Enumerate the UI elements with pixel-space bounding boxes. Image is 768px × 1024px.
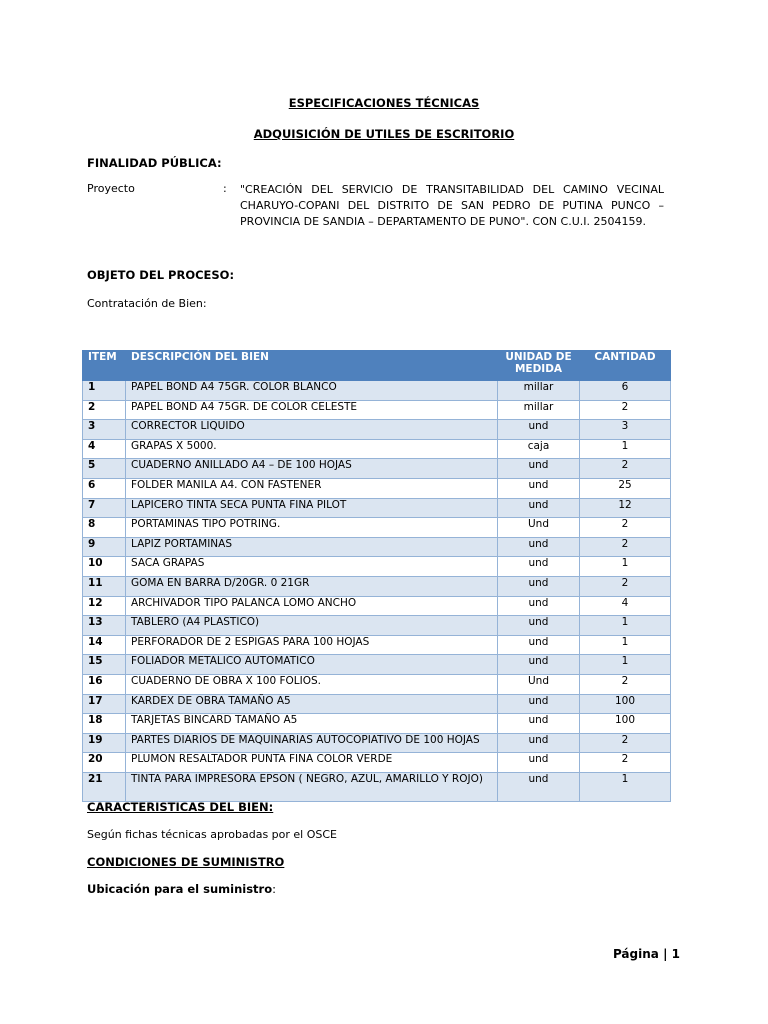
cell-descripcion: PAPEL BOND A4 75GR. COLOR BLANCO <box>126 381 498 401</box>
table-row <box>83 576 671 596</box>
footer-label: Página <box>612 947 659 961</box>
cell-descripcion: CUADERNO DE OBRA X 100 FOLIOS. <box>126 674 498 694</box>
cell-cantidad: 12 <box>580 498 671 518</box>
table-row <box>83 478 671 498</box>
table-row <box>83 381 671 401</box>
cell-descripcion: FOLIADOR METALICO AUTOMATICO <box>126 655 498 675</box>
cell-unidad: und <box>498 694 580 714</box>
cell-unidad: und <box>498 596 580 616</box>
table-row <box>83 596 671 616</box>
cell-cantidad: 2 <box>580 459 671 479</box>
cell-unidad: und <box>498 478 580 498</box>
cell-item: 1 <box>83 381 126 401</box>
cell-descripcion: ARCHIVADOR TIPO PALANCA LOMO ANCHO <box>126 596 498 616</box>
cell-cantidad: 100 <box>580 694 671 714</box>
cell-item: 16 <box>83 674 126 694</box>
cell-descripcion: LAPICERO TINTA SECA PUNTA FINA PILOT <box>126 498 498 518</box>
cell-unidad: und <box>498 537 580 557</box>
footer-separator: | <box>663 947 668 961</box>
cell-item: 10 <box>83 557 126 577</box>
cell-descripcion: KARDEX DE OBRA TAMAÑO A5 <box>126 694 498 714</box>
objeto-heading: OBJETO DEL PROCESO: <box>87 268 235 282</box>
table-row <box>83 733 671 753</box>
document-subtitle: ADQUISICIÓN DE UTILES DE ESCRITORIO <box>253 127 515 141</box>
ubicacion-colon: : <box>272 882 276 896</box>
footer-page-number: 1 <box>671 947 680 961</box>
table-row <box>83 753 671 773</box>
header-descripcion: DESCRIPCIÓN DEL BIEN <box>126 351 498 381</box>
cell-item: 8 <box>83 518 126 538</box>
cell-descripcion: PARTES DIARIOS DE MAQUINARIAS AUTOCOPIATIVO DE 100 HOJAS <box>126 733 498 753</box>
cell-cantidad: 100 <box>580 714 671 734</box>
cell-cantidad: 25 <box>580 478 671 498</box>
cell-cantidad: 1 <box>580 772 671 801</box>
cell-item: 9 <box>83 537 126 557</box>
cell-descripcion: CORRECTOR LIQUIDO <box>126 420 498 440</box>
cell-cantidad: 1 <box>580 439 671 459</box>
table-row <box>83 655 671 675</box>
cell-item: 6 <box>83 478 126 498</box>
table-row <box>83 694 671 714</box>
cell-item: 13 <box>83 616 126 636</box>
cell-item: 3 <box>83 420 126 440</box>
condiciones-heading: CONDICIONES DE SUMINISTRO <box>87 855 285 869</box>
cell-cantidad: 2 <box>580 400 671 420</box>
cell-item: 5 <box>83 459 126 479</box>
cell-descripcion: PORTAMINAS TIPO POTRING. <box>126 518 498 538</box>
cell-unidad: und <box>498 576 580 596</box>
cell-item: 2 <box>83 400 126 420</box>
cell-descripcion: GRAPAS X 5000. <box>126 439 498 459</box>
cell-item: 17 <box>83 694 126 714</box>
table-row <box>83 400 671 420</box>
cell-unidad: und <box>498 616 580 636</box>
cell-unidad: und <box>498 753 580 773</box>
table-row <box>83 459 671 479</box>
table-row <box>83 557 671 577</box>
cell-item: 19 <box>83 733 126 753</box>
header-unidad: UNIDAD DE MEDIDA <box>498 351 580 381</box>
cell-cantidad: 2 <box>580 733 671 753</box>
cell-item: 11 <box>83 576 126 596</box>
cell-item: 7 <box>83 498 126 518</box>
cell-unidad: millar <box>498 400 580 420</box>
cell-cantidad: 2 <box>580 674 671 694</box>
caracteristicas-text: Según fichas técnicas aprobadas por el OSCE <box>87 828 337 841</box>
cell-item: 21 <box>83 772 126 801</box>
proyecto-colon: : <box>223 182 227 195</box>
cell-cantidad: 2 <box>580 537 671 557</box>
header-cantidad: CANTIDAD <box>580 351 671 381</box>
cell-unidad: und <box>498 714 580 734</box>
cell-unidad: und <box>498 655 580 675</box>
cell-descripcion: LAPIZ PORTAMINAS <box>126 537 498 557</box>
cell-unidad: und <box>498 459 580 479</box>
cell-cantidad: 1 <box>580 616 671 636</box>
table-row <box>83 772 671 801</box>
cell-item: 14 <box>83 635 126 655</box>
ubicacion-heading-text: Ubicación para el suministro <box>87 882 273 896</box>
cell-cantidad: 1 <box>580 655 671 675</box>
cell-unidad: Und <box>498 674 580 694</box>
cell-unidad: und <box>498 772 580 801</box>
cell-unidad: millar <box>498 381 580 401</box>
cell-descripcion: GOMA EN BARRA D/20GR. 0 21GR <box>126 576 498 596</box>
cell-cantidad: 2 <box>580 753 671 773</box>
table-header-row <box>83 351 671 381</box>
cell-unidad: und <box>498 557 580 577</box>
items-table <box>82 350 671 802</box>
cell-cantidad: 3 <box>580 420 671 440</box>
objeto-text: Contratación de Bien: <box>87 297 207 310</box>
cell-cantidad: 2 <box>580 518 671 538</box>
cell-cantidad: 4 <box>580 596 671 616</box>
cell-unidad: und <box>498 635 580 655</box>
proyecto-label: Proyecto <box>87 182 135 195</box>
cell-descripcion: TABLERO (A4 PLASTICO) <box>126 616 498 636</box>
cell-descripcion: SACA GRAPAS <box>126 557 498 577</box>
table-row <box>83 518 671 538</box>
page-footer <box>613 947 680 961</box>
cell-cantidad: 1 <box>580 635 671 655</box>
cell-descripcion: PAPEL BOND A4 75GR. DE COLOR CELESTE <box>126 400 498 420</box>
cell-cantidad: 6 <box>580 381 671 401</box>
cell-unidad: und <box>498 420 580 440</box>
table-row <box>83 537 671 557</box>
table-row <box>83 498 671 518</box>
cell-item: 12 <box>83 596 126 616</box>
cell-descripcion: PLUMON RESALTADOR PUNTA FINA COLOR VERDE <box>126 753 498 773</box>
table-row <box>83 635 671 655</box>
cell-unidad: und <box>498 733 580 753</box>
caracteristicas-heading: CARACTERISTICAS DEL BIEN: <box>87 800 274 814</box>
table-row <box>83 674 671 694</box>
table-row <box>83 714 671 734</box>
document-title: ESPECIFICACIONES TÉCNICAS <box>288 96 480 110</box>
cell-item: 15 <box>83 655 126 675</box>
cell-descripcion: FOLDER MANILA A4. CON FASTENER <box>126 478 498 498</box>
cell-descripcion: CUADERNO ANILLADO A4 – DE 100 HOJAS <box>126 459 498 479</box>
cell-item: 20 <box>83 753 126 773</box>
cell-unidad: caja <box>498 439 580 459</box>
ubicacion-heading <box>87 882 276 896</box>
finalidad-heading: FINALIDAD PÚBLICA: <box>87 156 222 170</box>
cell-descripcion: TARJETAS BINCARD TAMAÑO A5 <box>126 714 498 734</box>
table-row <box>83 439 671 459</box>
cell-item: 4 <box>83 439 126 459</box>
table-row <box>83 420 671 440</box>
cell-cantidad: 2 <box>580 576 671 596</box>
cell-descripcion: TINTA PARA IMPRESORA EPSON ( NEGRO, AZUL, AMARILLO Y ROJO) <box>126 772 498 801</box>
proyecto-text: "CREACIÓN DEL SERVICIO DE TRANSITABILIDAD DEL CAMINO VECINAL CHARUYO-COPANI DEL DISTRITO DE SAN PEDRO DE PUTINA PUNCO – PROVINCIA DE SANDIA – DEPARTAMENTO DE PUNO". CON C.U.I. 2504159. <box>240 183 664 228</box>
cell-item: 18 <box>83 714 126 734</box>
header-item: ITEM <box>83 351 126 381</box>
cell-descripcion: PERFORADOR DE 2 ESPIGAS PARA 100 HOJAS <box>126 635 498 655</box>
table-row <box>83 616 671 636</box>
cell-unidad: Und <box>498 518 580 538</box>
cell-cantidad: 1 <box>580 557 671 577</box>
items-table-body <box>83 381 671 802</box>
cell-unidad: und <box>498 498 580 518</box>
